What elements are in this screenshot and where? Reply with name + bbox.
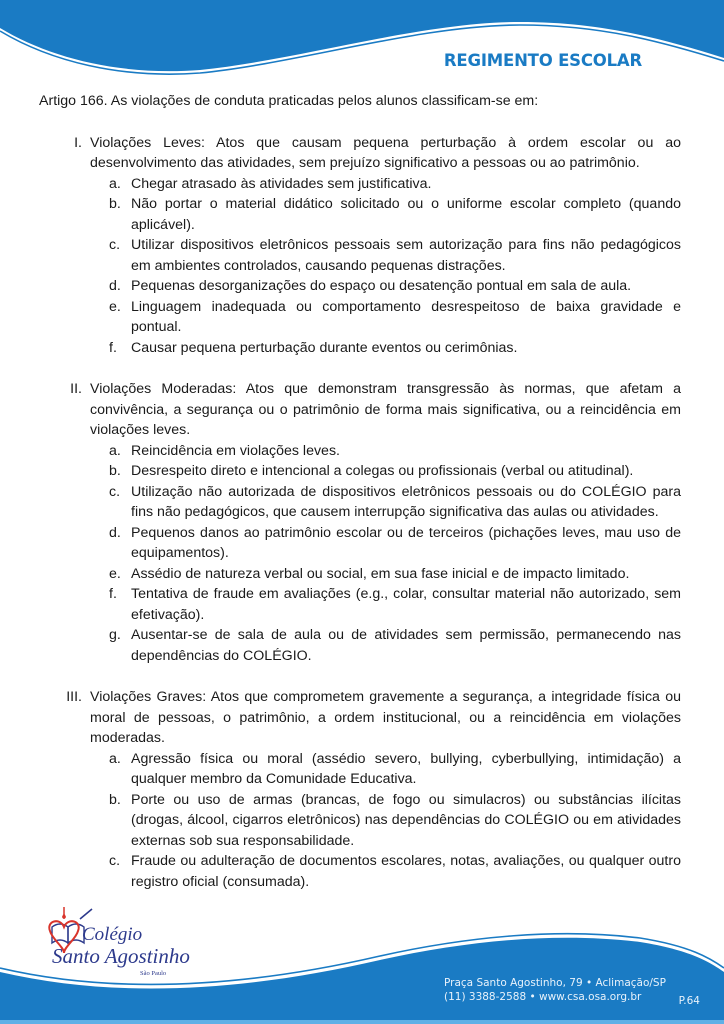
item-text: Ausentar-se de sala de aula ou de atividades sem permissão, permanecendo nas dependências do COLÉGIO. xyxy=(131,627,681,664)
item-text: Utilizar dispositivos eletrônicos pessoais sem autorização para fins não pedagógicos em ambientes controlados, causando pequenas distrações. xyxy=(131,237,681,274)
section-numeral: II. xyxy=(70,381,82,397)
list-item xyxy=(90,194,681,235)
logo-text-colegio: Colégio xyxy=(82,924,143,945)
item-text: Reincidência em violações leves. xyxy=(131,442,340,459)
item-text: Agressão física ou moral (assédio severo, bullying, cyberbullying, intimidação) a qualquer membro da Comunidade Educativa. xyxy=(131,750,681,787)
section-heading: Violações Moderadas: Atos que demonstram transgressão às normas, que afetam a convivência, a segurança ou o patrimônio de forma mais significativa, ou a reincidência em violações leves. xyxy=(90,381,681,438)
list-item xyxy=(90,461,681,482)
item-letter: c. xyxy=(109,483,121,500)
item-letter: b. xyxy=(109,791,121,808)
list-item xyxy=(90,523,681,564)
item-text: Desrespeito direto e intencional a colegas ou profissionais (verbal ou atitudinal). xyxy=(131,463,634,479)
item-letter: e. xyxy=(109,298,121,315)
section-heading: Violações Leves: Atos que causam pequena perturbação à ordem escolar ou ao desenvolvimento das atividades, sem prejuízo significativo a pessoas ou ao patrimônio. xyxy=(90,134,681,171)
section-numeral: I. xyxy=(74,134,82,151)
list-item xyxy=(90,338,681,359)
item-text: Assédio de natureza verbal ou social, em sua fase inicial e de impacto limitado. xyxy=(131,565,630,582)
section-items-list xyxy=(90,441,681,667)
section-items-list xyxy=(90,749,681,893)
address-line: Praça Santo Agostinho, 79 • Aclimação/SP xyxy=(444,977,666,989)
item-text: Pequenos danos ao patrimônio escolar ou de terceiros (pichações leves, mau uso de equipamentos). xyxy=(131,524,681,561)
item-letter: g. xyxy=(109,627,121,643)
document-title: REGIMENTO ESCOLAR xyxy=(443,51,642,70)
footer-address xyxy=(444,976,666,1004)
item-text: Pequenas desorganizações do espaço ou desatenção pontual em sala de aula. xyxy=(131,278,632,294)
item-letter: a. xyxy=(109,175,121,192)
logo-text-santo-agostinho: Santo Agostinho xyxy=(52,944,190,968)
section-heading: Violações Graves: Atos que comprometem gravemente a segurança, a integridade física ou moral de pessoas, o patrimônio, a ordem institucional, ou a reincidência em violações moderadas. xyxy=(90,689,681,746)
list-item xyxy=(90,625,681,666)
list-item xyxy=(90,564,681,585)
violation-section xyxy=(39,133,681,359)
item-letter: a. xyxy=(109,442,121,459)
logo-text-sao-paulo: São Paulo xyxy=(140,970,167,977)
list-item xyxy=(90,174,681,195)
item-letter: b. xyxy=(109,196,121,212)
contact-line: (11) 3388-2588 • www.csa.osa.org.br xyxy=(444,991,642,1003)
item-letter: b. xyxy=(109,463,121,479)
list-item xyxy=(90,584,681,625)
list-item xyxy=(90,790,681,852)
list-item xyxy=(90,851,681,892)
list-item xyxy=(90,482,681,523)
list-item xyxy=(90,276,681,297)
item-letter: f. xyxy=(109,339,117,356)
item-text: Utilização não autorizada de dispositivos eletrônicos pessoais ou do COLÉGIO para fins não pedagógicos, que causem interrupção significativa das aulas ou atividades. xyxy=(131,483,681,520)
list-item xyxy=(90,235,681,276)
list-item xyxy=(90,441,681,462)
item-text: Chegar atrasado às atividades sem justificativa. xyxy=(131,175,432,192)
section-items-list xyxy=(90,174,681,359)
article-body xyxy=(39,91,681,913)
item-text: Linguagem inadequada ou comportamento desrespeitoso de baixa gravidade e pontual. xyxy=(131,298,681,335)
violation-section xyxy=(39,687,681,892)
item-letter: c. xyxy=(109,237,121,253)
section-numeral: III. xyxy=(66,689,82,705)
item-letter: c. xyxy=(109,853,121,869)
item-text: Porte ou uso de armas (brancas, de fogo ou simulacros) ou substâncias ilícitas (drogas, álcool, cigarros eletrônicos) nas dependências do COLÉGIO ou em atividades externas sob sua responsabilidade. xyxy=(131,791,681,849)
violation-section xyxy=(39,379,681,666)
item-text: Causar pequena perturbação durante eventos ou cerimônias. xyxy=(131,339,518,356)
item-text: Não portar o material didático solicitado ou o uniforme escolar completo (quando aplicável). xyxy=(131,196,681,233)
item-letter: d. xyxy=(109,524,121,541)
item-letter: e. xyxy=(109,565,121,582)
violation-sections xyxy=(39,133,681,893)
list-item xyxy=(90,297,681,338)
item-letter: d. xyxy=(109,278,121,294)
item-letter: a. xyxy=(109,750,121,767)
list-item xyxy=(90,749,681,790)
article-intro: Artigo 166. As violações de conduta praticadas pelos alunos classificam-se em: xyxy=(39,93,539,109)
page-number: P.64 xyxy=(678,995,700,1007)
item-text: Tentativa de fraude em avaliações (e.g., colar, consultar material não autorizado, sem efetivação). xyxy=(131,586,681,623)
item-letter: f. xyxy=(109,586,117,602)
item-text: Fraude ou adulteração de documentos escolares, notas, avaliações, ou qualquer outro registro oficial (consumada). xyxy=(131,853,681,890)
